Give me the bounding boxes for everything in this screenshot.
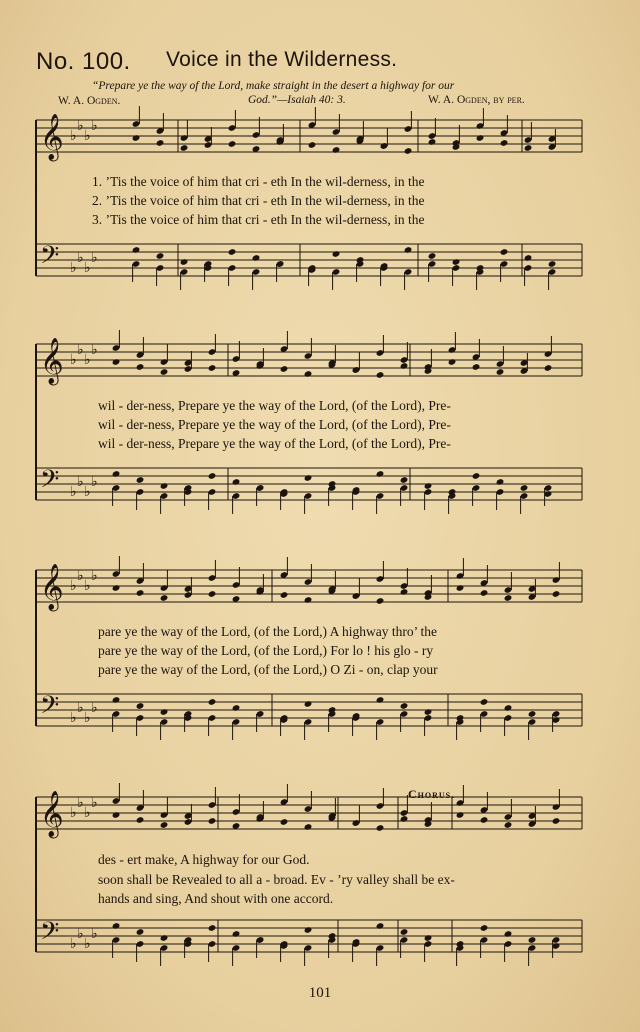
verse-line: des - ert make, A highway for our God. — [98, 852, 310, 867]
svg-text:♭: ♭ — [77, 927, 84, 942]
verse-line: 3. ’Tis the voice of him that cri - eth In the wil-derness, in the — [92, 212, 425, 227]
svg-text:♭: ♭ — [77, 119, 84, 134]
svg-text:𝄞: 𝄞 — [40, 338, 64, 384]
svg-text:♭: ♭ — [84, 261, 91, 276]
svg-text:♭: ♭ — [77, 251, 84, 266]
svg-text:♭: ♭ — [70, 937, 77, 952]
page-number: 101 — [308, 985, 332, 1001]
verse-line: wil - der-ness, Prepare ye the way of the Lord, (of the Lord), Pre- — [98, 436, 451, 451]
svg-text:♭: ♭ — [70, 579, 77, 594]
verse-line: wil - der-ness, Prepare ye the way of the Lord, (of the Lord), Pre- — [98, 398, 451, 413]
scripture-epigraph-line-2: God.”—Isaiah 40: 3. — [248, 94, 346, 106]
svg-text:♭: ♭ — [70, 353, 77, 368]
verse-line: soon shall be Revealed to all a - broad. Ev - ’ry valley shall be ex- — [98, 872, 455, 887]
svg-text:♭: ♭ — [91, 119, 98, 134]
svg-text:𝄢: 𝄢 — [40, 241, 60, 276]
svg-text:♭: ♭ — [84, 485, 91, 500]
verse-line: wil - der-ness, Prepare ye the way of the Lord, (of the Lord), Pre- — [98, 417, 451, 432]
svg-text:♭: ♭ — [91, 927, 98, 942]
svg-text:♭: ♭ — [91, 796, 98, 811]
svg-text:♭: ♭ — [91, 343, 98, 358]
lyricist-credit: W. A. Ogden. — [58, 95, 121, 107]
svg-text:𝄞: 𝄞 — [40, 791, 64, 837]
svg-text:𝄢: 𝄢 — [40, 917, 60, 952]
verse-line: pare ye the way of the Lord, (of the Lord,) O Zi - on, clap your — [98, 662, 438, 677]
svg-text:𝄞: 𝄞 — [40, 114, 64, 160]
composer-credit: W. A. Ogden, by per. — [428, 94, 525, 106]
svg-text:♭: ♭ — [84, 711, 91, 726]
svg-text:♭: ♭ — [91, 701, 98, 716]
svg-text:♭: ♭ — [84, 353, 91, 368]
verse-line: hands and sing, And shout with one accord. — [98, 891, 334, 906]
verse-line: pare ye the way of the Lord, (of the Lord,) For lo ! his glo - ry — [98, 643, 434, 658]
hymn-number: No. 100. — [36, 48, 131, 75]
svg-text:♭: ♭ — [70, 129, 77, 144]
svg-text:♭: ♭ — [77, 343, 84, 358]
hymn-title: Voice in the Wilderness. — [166, 48, 398, 71]
svg-text:♭: ♭ — [77, 796, 84, 811]
svg-text:♭: ♭ — [77, 701, 84, 716]
svg-text:♭: ♭ — [70, 261, 77, 276]
verse-line: 2. ’Tis the voice of him that cri - eth In the wil-derness, in the — [92, 193, 425, 208]
scripture-epigraph-line-1: “Prepare ye the way of the Lord, make straight in the desert a highway for our — [92, 80, 455, 92]
svg-text:𝄞: 𝄞 — [40, 564, 64, 610]
svg-text:♭: ♭ — [84, 806, 91, 821]
svg-text:♭: ♭ — [91, 251, 98, 266]
svg-text:♭: ♭ — [77, 475, 84, 490]
verse-line: 1. ’Tis the voice of him that cri - eth In the wil-derness, in the — [92, 174, 425, 189]
verse-line: pare ye the way of the Lord, (of the Lord,) A highway thro’ the — [98, 624, 438, 639]
svg-text:♭: ♭ — [91, 475, 98, 490]
svg-text:𝄢: 𝄢 — [40, 465, 60, 500]
svg-text:♭: ♭ — [84, 129, 91, 144]
svg-text:♭: ♭ — [84, 579, 91, 594]
svg-text:𝄢: 𝄢 — [40, 691, 60, 726]
svg-text:♭: ♭ — [84, 937, 91, 952]
svg-text:♭: ♭ — [70, 711, 77, 726]
chorus-label: Chorus. — [408, 787, 456, 801]
svg-text:♭: ♭ — [70, 485, 77, 500]
svg-text:♭: ♭ — [91, 569, 98, 584]
svg-text:♭: ♭ — [70, 806, 77, 821]
svg-text:♭: ♭ — [77, 569, 84, 584]
